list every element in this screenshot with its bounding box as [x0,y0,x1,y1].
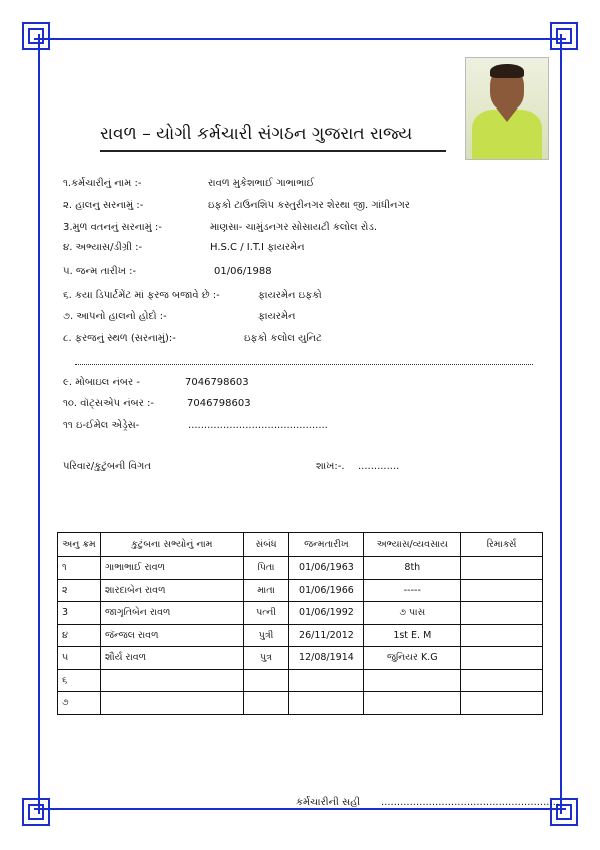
cell-education: 8th [364,557,461,580]
cell-member-name: જૅન્જલ રાવળ [100,624,243,647]
cell-member-name [100,692,243,715]
cell-remarks [461,624,543,647]
corner-ornament [28,28,44,44]
cell-relation: માતા [243,579,289,602]
cell-birth-date: 01/06/1966 [289,579,364,602]
table-row [58,669,543,692]
col-header-birth-date: જન્મતારીખ [289,533,364,557]
cell-relation: પુત્ર [243,647,289,670]
col-header-remarks: રિમાર્ક્સ [461,533,543,557]
border-bottom-line [34,808,566,810]
field-label-education: ૪. અભ્યાસ/ડીગ્રી :- [63,242,143,253]
col-header-member-name: કુટુંબના સભ્યોનું નામ [100,533,243,557]
cell-birth-date [289,692,364,715]
field-value-name: રાવળ મુકેશભાઈ ગાભાભાઈ [208,178,315,189]
cell-education: ----- [364,579,461,602]
cell-birth-date: 12/08/1914 [289,647,364,670]
signature-label: કર્મચારીની સહી [296,797,361,808]
cell-serial: ૨ [58,579,101,602]
field-value-whatsapp: 7046798603 [187,398,251,409]
field-value-duty-place: ઇફકો કલોલ યુનિટ [244,333,322,344]
table-row [58,692,543,715]
table-row [58,557,543,580]
field-value-email: ............................................ [188,420,328,431]
cell-serial: ૫ [58,647,101,670]
table-row [58,647,543,670]
cell-relation: પિતા [243,557,289,580]
cell-remarks [461,692,543,715]
cell-serial: ૧ [58,557,101,580]
field-value-current-address: ઇફકો ટાઉનશિપ કસ્તુરીનગર શેરથા જી. ગાંધીનગર [208,200,410,211]
corner-ornament [556,28,572,44]
table-row [58,624,543,647]
cell-serial: ૭ [58,692,101,715]
border-right-line [560,34,562,814]
field-value-birth-date: 01/06/1988 [214,266,272,277]
field-value-native-address: માણસા- ચામુંડનગર સોસાયટી કલોલ રોડ. [210,222,378,233]
family-table [57,532,543,715]
field-value-designation: ફાયરમેન [258,311,296,322]
field-value-department: ફાયરમેન ઇફકો [258,290,322,301]
table-row [58,579,543,602]
cell-education [364,669,461,692]
table-row [58,602,543,625]
field-label-current-address: ૨. હાલનુ સરનામું :- [63,200,144,211]
cell-education: 1st E. M [364,624,461,647]
cell-member-name: શૌર્ય રાવળ [100,647,243,670]
cell-education: ૭ પાસ [364,602,461,625]
cell-member-name: ગાભાભાઈ રાવળ [100,557,243,580]
branch-label: શાખ:-. [316,461,345,472]
signature-line: ........................................................ [381,797,560,808]
field-value-education: H.S.C / I.T.I ફાયરમેન [210,242,305,253]
cell-remarks [461,557,543,580]
cell-serial: ૬ [58,669,101,692]
cell-remarks [461,602,543,625]
cell-education: જુનિયર K.G [364,647,461,670]
form-title: રાવળ – યોગી કર્મચારી સંગઠન ગુજરાત રાજ્ય [100,124,413,144]
cell-member-name [100,669,243,692]
border-top-line [34,38,566,40]
field-label-mobile: ૯. મોબાઇલ નંબર - [63,377,140,388]
field-label-birth-date: ૫. જન્મ તારીખ :- [63,266,137,277]
cell-relation [243,692,289,715]
cell-birth-date [289,669,364,692]
field-label-designation: ૭. આપનો હાલનો હોદો :- [63,311,167,322]
cell-relation: પત્ની [243,602,289,625]
cell-serial: ૪ [58,624,101,647]
col-header-relation: સંબંધ [243,533,289,557]
field-label-duty-place: ૮. ફરજનું સ્થળ (સરનામું):- [63,333,176,344]
branch-value: ............. [358,461,400,472]
field-value-mobile: 7046798603 [185,377,249,388]
cell-serial: 3 [58,602,101,625]
cell-relation: પુત્રી [243,624,289,647]
title-underline [100,150,446,152]
field-label-name: ૧.કર્મચારીનું નામ :- [63,178,142,189]
cell-remarks [461,647,543,670]
employee-photo [465,57,549,160]
family-heading: પરિવાર/કુટુંબની વિગત [63,461,151,472]
field-label-whatsapp: ૧૦. વૉટ્સએપ નંબર :- [63,398,155,409]
cell-birth-date: 26/11/2012 [289,624,364,647]
col-header-serial: અનુ ક્રમ [58,533,101,557]
border-left-line [38,34,40,814]
table-header-row [58,533,543,557]
cell-remarks [461,579,543,602]
field-label-native-address: 3.મુળ વતનનું સરનામું :- [63,222,162,233]
cell-member-name: શારદાબેન રાવળ [100,579,243,602]
cell-member-name: જાગૃતિબેન રાવળ [100,602,243,625]
corner-ornament [28,804,44,820]
cell-education [364,692,461,715]
field-label-department: ૬. કયા ડિપાર્ટમેંટ માં ફરજ બજાવે છે :- [63,290,220,301]
dotted-separator [75,364,533,365]
cell-birth-date: 01/06/1963 [289,557,364,580]
field-label-email: ૧૧ ઇ-ઈમેલ એડ્રેસ- [63,420,140,431]
col-header-education: અભ્યાસ/વ્યવસાય [364,533,461,557]
cell-relation [243,669,289,692]
cell-birth-date: 01/06/1992 [289,602,364,625]
cell-remarks [461,669,543,692]
